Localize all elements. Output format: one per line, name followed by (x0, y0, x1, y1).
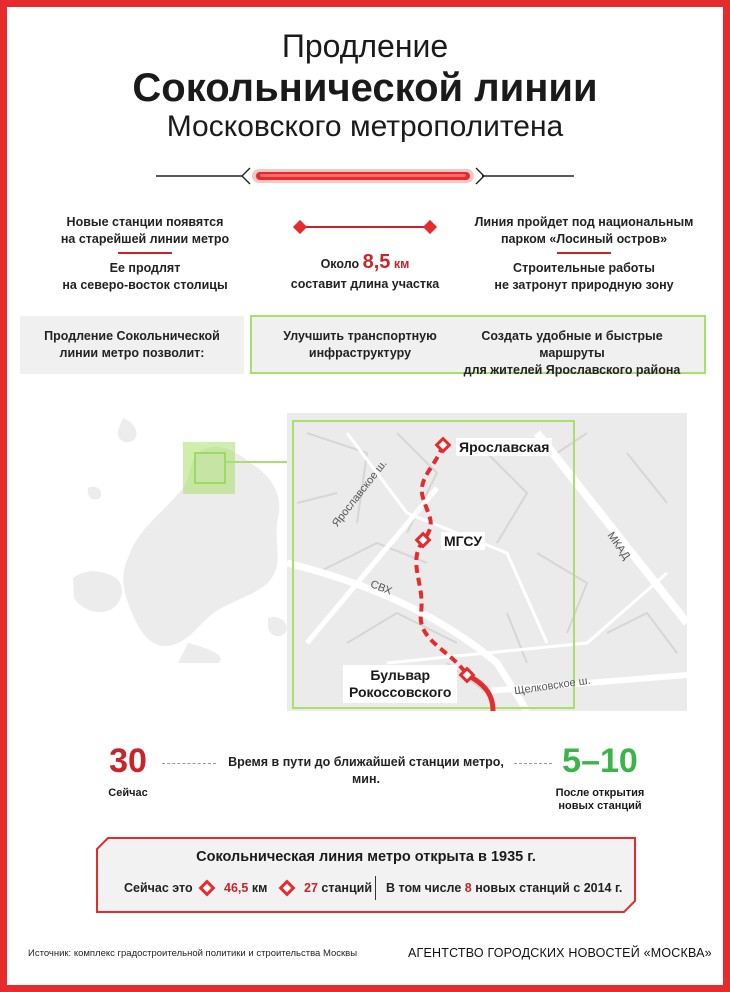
fact-length (265, 251, 465, 273)
map-connector (226, 461, 292, 463)
station-yaroslavskaya: Ярославская (456, 438, 552, 456)
road-svkh: СВХ (368, 578, 394, 598)
fact-new-stations: Новые станции появятся на старейшей линии метро (60, 215, 230, 246)
history-stations-value: 27 (304, 881, 318, 895)
title-line2: Сокольнической линии (132, 66, 598, 110)
benefits-intro: Продление Сокольнической линии метро позволит: (44, 329, 220, 360)
road-mkad: МКАД (604, 529, 633, 563)
history-length (224, 880, 267, 897)
travel-after-label: После открытия новых станций (555, 787, 645, 812)
history-new-stations (386, 880, 622, 897)
benefit-infrastructure: Улучшить транспортную инфраструктуру (283, 329, 437, 360)
travel-dashes (514, 763, 552, 764)
fact-nature: Строительные работы не затронут природную зону (494, 261, 674, 292)
travel-after-value: 5–10 (562, 742, 638, 780)
travel-now-value: 30 (109, 742, 147, 780)
fact-divider (118, 252, 172, 254)
fact-losiny-ostrov: Линия пройдет под национальным парком «Лосиный остров» (474, 215, 694, 246)
fact-length-caption: составит длина участка (290, 277, 440, 291)
fact-divider (557, 252, 611, 254)
station-mgsu: МГСУ (441, 532, 485, 550)
title-line3: Московского метрополитена (166, 110, 564, 143)
footer-agency: АГЕНТСТВО ГОРОДСКИХ НОВОСТЕЙ «МОСКВА» (408, 946, 712, 960)
history-new-prefix: В том числе (386, 881, 462, 895)
history-length-unit: км (251, 881, 268, 895)
length-value: 8,5 (362, 251, 391, 273)
footer-source: Источник: комплекс градостроительной политики и строительства Москвы (28, 948, 358, 959)
history-heading: Сокольническая линия метро открыта в 1935 г. (196, 849, 536, 865)
fact-northeast: Ее продлят на северо-восток столицы (62, 261, 228, 292)
history-length-value: 46,5 (224, 881, 249, 895)
travel-dashes (162, 763, 216, 764)
road-yaroslavskoe: Ярославское ш. (330, 457, 390, 530)
segment-length-icon (292, 219, 438, 235)
history-stations-unit: станций (321, 881, 373, 895)
title-line1: Продление (281, 28, 449, 64)
moscow-overview-map (68, 418, 298, 663)
history-new-value: 8 (464, 881, 472, 895)
length-prefix: Около (320, 257, 360, 271)
history-separator (375, 876, 376, 900)
history-now-prefix: Сейчас это (124, 881, 193, 895)
title-divider-icon (150, 162, 580, 190)
travel-caption: Время в пути до ближайшей станции метро, мин. (228, 755, 504, 786)
station-bulvar-rokossovskogo: Бульвар Рокоссовского (343, 665, 457, 703)
length-unit: км (393, 257, 410, 271)
history-new-suffix: новых станций с 2014 г. (475, 881, 623, 895)
history-stations (304, 880, 372, 897)
benefit-routes: Создать удобные и быстрые маршруты для жителей Ярославского района (463, 329, 681, 377)
travel-now-label: Сейчас (108, 787, 148, 799)
road-shchelkovskoe: Щелковское ш. (513, 674, 592, 698)
